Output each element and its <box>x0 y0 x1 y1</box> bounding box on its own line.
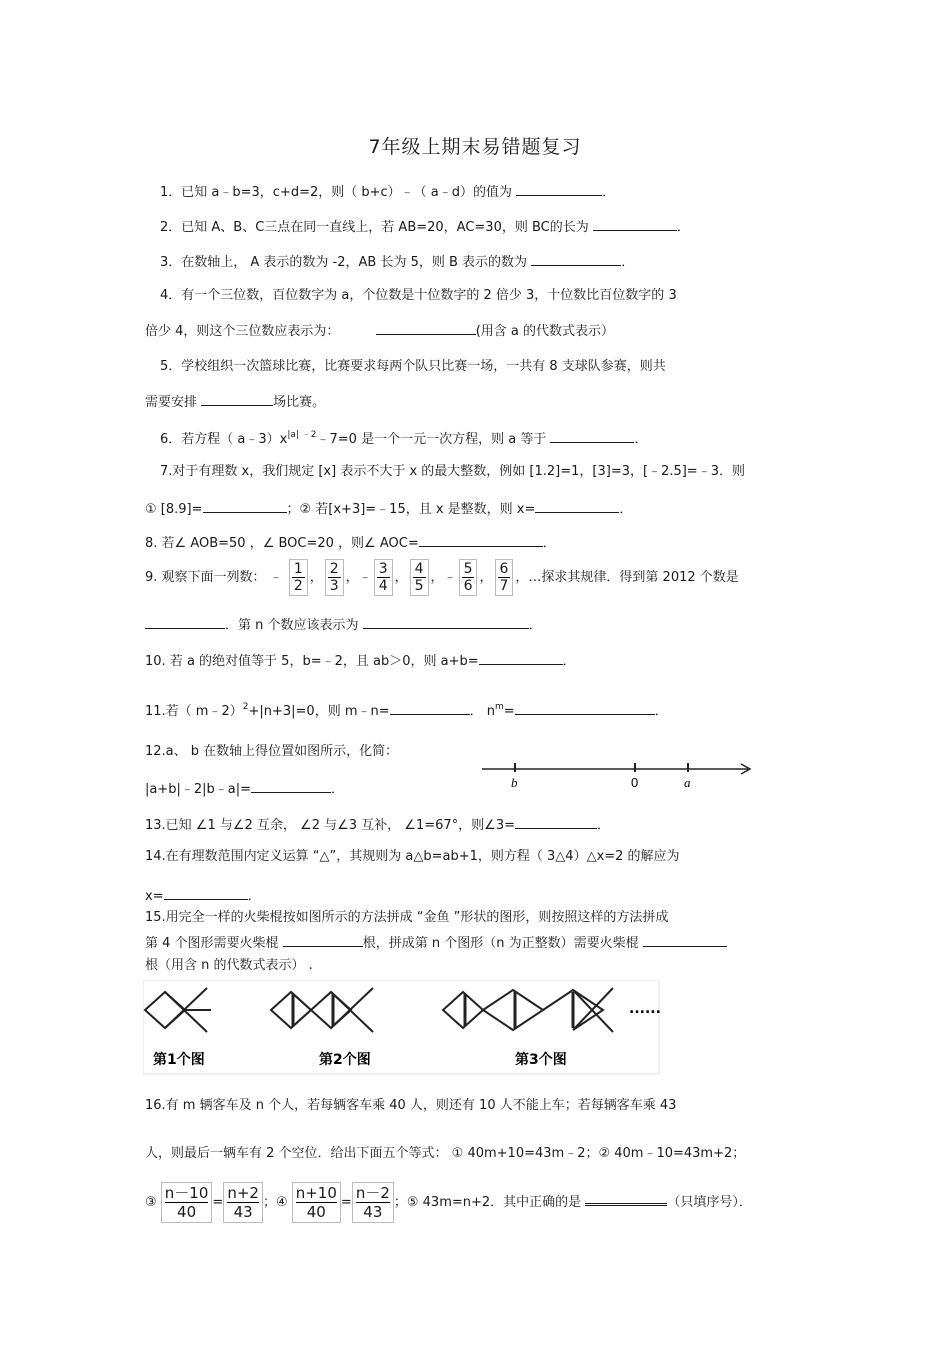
separator-text: ， <box>394 570 408 585</box>
question-15-line1: 15.用完全一样的火柴棍按如图所示的方法拼成 “金鱼 ”形状的图形，则按照这样的方法拼成 <box>145 910 669 925</box>
fraction <box>289 559 308 596</box>
question-3: 3．在数轴上， A 表示的数为 -2，AB 长为 5，则 B 表示的数为 ． <box>160 251 634 272</box>
fish-label-1: 第1个图 <box>153 1052 205 1068</box>
denominator: 5 <box>414 578 424 594</box>
fraction-4a: $\frac{n+10}{40}$ <box>292 1182 341 1223</box>
answer-blank[interactable] <box>251 778 331 793</box>
fraction-3a: $\frac{n-10}{40}$ <box>161 1182 213 1223</box>
numerator: 3 <box>378 561 388 577</box>
fraction <box>325 559 344 596</box>
question-13: 13.已知 ∠1 与∠2 互余， ∠2 与∠3 互补， ∠1=67°，则∠3= ． <box>145 814 610 835</box>
question-16-line2: 人，则最后一辆车有 2 个空位．给出下面五个等式： ① 40m+10=43m﹣2；② 40m﹣10=43m+2； <box>145 1146 746 1161</box>
question-14-line1: 14.在有理数范围内定义运算 “△”，其规则为 a△b=ab+1，则方程（ 3△4）△x=2 的解应为 <box>145 849 680 864</box>
question-4-line2: 倍少 4，则这个三位数应表示为： (用含 a 的代数式表示） <box>145 320 614 341</box>
numerator: 4 <box>414 561 424 577</box>
numerator: 1 <box>293 561 303 577</box>
answer-blank[interactable] <box>363 614 529 629</box>
answer-blank[interactable] <box>515 814 597 829</box>
denominator: 7 <box>499 578 509 594</box>
numerator: 2 <box>329 561 339 577</box>
separator-text: ， <box>309 570 323 585</box>
number-line-figure <box>480 758 758 792</box>
question-14-line2: x= ． <box>145 885 261 906</box>
denominator: 2 <box>293 578 303 594</box>
answer-blank[interactable] <box>531 251 621 266</box>
question-7-line1: 7.对于有理数 x，我们规定 [x] 表示不大于 x 的最大整数，例如 [1.2]=1，[3]=3，[﹣2.5]=﹣3．则 <box>160 464 745 479</box>
numerator: 6 <box>499 561 509 577</box>
fraction <box>459 559 478 596</box>
fraction-4b: $\frac{n-2}{43}$ <box>352 1182 394 1223</box>
answer-blank[interactable] <box>283 932 363 947</box>
separator-text: ，﹣ <box>345 570 372 585</box>
answer-blank[interactable] <box>535 498 619 513</box>
answer-blank[interactable] <box>376 320 476 335</box>
answer-blank[interactable] <box>515 700 655 715</box>
denominator: 4 <box>378 578 388 594</box>
fraction <box>374 559 393 596</box>
goldfish-figure <box>143 980 663 1076</box>
fraction-sequence <box>287 561 516 594</box>
answer-blank[interactable] <box>593 216 677 231</box>
question-7-line2: ① [8.9]= ；② 若[x+3]=﹣15，且 x 是整数，则 x= ． <box>145 498 632 519</box>
answer-blank[interactable] <box>516 181 602 196</box>
answer-blank[interactable] <box>479 650 563 665</box>
question-12-line1: 12.a、 b 在数轴上得位置如图所示，化简： <box>145 744 399 759</box>
answer-blank[interactable] <box>203 498 287 513</box>
answer-blank[interactable] <box>390 700 470 715</box>
question-8: 8. 若∠ AOB=50 ，∠ BOC=20 ，则∠ AOC= ． <box>145 532 556 553</box>
question-15-line2: 第 4 个图形需要火柴棍 根，拼成第 n 个图形（n 为正整数）需要火柴棍 <box>145 932 727 953</box>
page-title: 7年级上期末易错题复习 <box>368 136 582 158</box>
answer-blank[interactable] <box>643 932 727 947</box>
question-9-line1: 9. 观察下面一列数： ﹣ $\frac{1}{2}$ ， $\frac{2}{3}$ ，﹣ $\frac{3}{4}$ ， $\frac{4}{5}$ ，﹣ $\frac{5}{6}$ ， $\frac{6}{7}$ ，…探求其规律．得到第 2012 个数是 <box>145 561 739 594</box>
question-16-line1: 16.有 m 辆客车及 n 个人，若每辆客车乘 40 人，则还有 10 人不能上车；若每辆客车乘 43 <box>145 1098 677 1113</box>
answer-blank[interactable] <box>550 428 634 443</box>
denominator: 6 <box>463 578 473 594</box>
question-15-line3: 根（用含 n 的代数式表示） . <box>145 958 313 973</box>
question-5-line2: 需要安排 场比赛。 <box>145 391 325 412</box>
fraction <box>410 559 429 596</box>
numerator: 5 <box>463 561 473 577</box>
fish-label-2: 第2个图 <box>319 1052 371 1068</box>
fraction <box>495 559 514 596</box>
answer-blank[interactable] <box>164 885 248 900</box>
separator-text: ， <box>479 570 493 585</box>
question-5-line1: 5．学校组织一次篮球比赛，比赛要求每两个队只比赛一场，一共有 8 支球队参赛，则共 <box>160 359 666 374</box>
question-11: 11.若（ m﹣2）$^2$+|n+3|=0，则 m﹣n= ． $n^m=$ ． <box>145 702 668 719</box>
question-4-line1: 4．有一个三位数，百位数字为 a，个位数是十位数字的 2 倍少 3，十位数比百位数字的 3 <box>160 288 677 303</box>
answer-blank[interactable] <box>145 614 225 629</box>
label-zero: 0 <box>631 775 639 790</box>
continuation-dots: ...... <box>629 1001 661 1017</box>
question-16-line3: ③ $\frac{n-10}{40}$ = $\frac{n+2}{43}$ ；④ $\frac{n+10}{40}$ = $\frac{n-2}{43}$ ；⑤ 43m=n+2．其中正确的是 （只填序号）． <box>145 1184 752 1221</box>
question-1: 1．已知 a﹣b=3，c+d=2，则（ b+c）﹣（ a﹣d）的值为 ． <box>160 181 615 202</box>
separator-text: ，﹣ <box>430 570 457 585</box>
question-12-line2: |a+b|﹣2|b﹣a|= ． <box>145 778 344 799</box>
fish-label-3: 第3个图 <box>515 1052 567 1068</box>
answer-blank[interactable] <box>201 391 273 406</box>
denominator: 3 <box>329 578 339 594</box>
question-2: 2．已知 A、B、C三点在同一直线上，若 AB=20，AC=30，则 BC的长为 ． <box>160 216 690 237</box>
label-a: a <box>684 775 691 790</box>
answer-blank[interactable] <box>585 1189 667 1206</box>
answer-blank[interactable] <box>419 532 543 547</box>
fraction-3b: $\frac{n+2}{43}$ <box>223 1182 263 1223</box>
question-9-line2: ．第 n 个数应该表示为 ． <box>145 614 542 635</box>
question-6: 6．若方程（ $a﹣3)x^{|a| ﹣2}﹣7=0$ 是一个一元一次方程，则 a 等于 ． <box>160 430 648 447</box>
question-10: 10. 若 a 的绝对值等于 5，b=﹣2，且 ab＞0，则 a+b= ． <box>145 650 576 671</box>
label-b: b <box>511 775 518 790</box>
